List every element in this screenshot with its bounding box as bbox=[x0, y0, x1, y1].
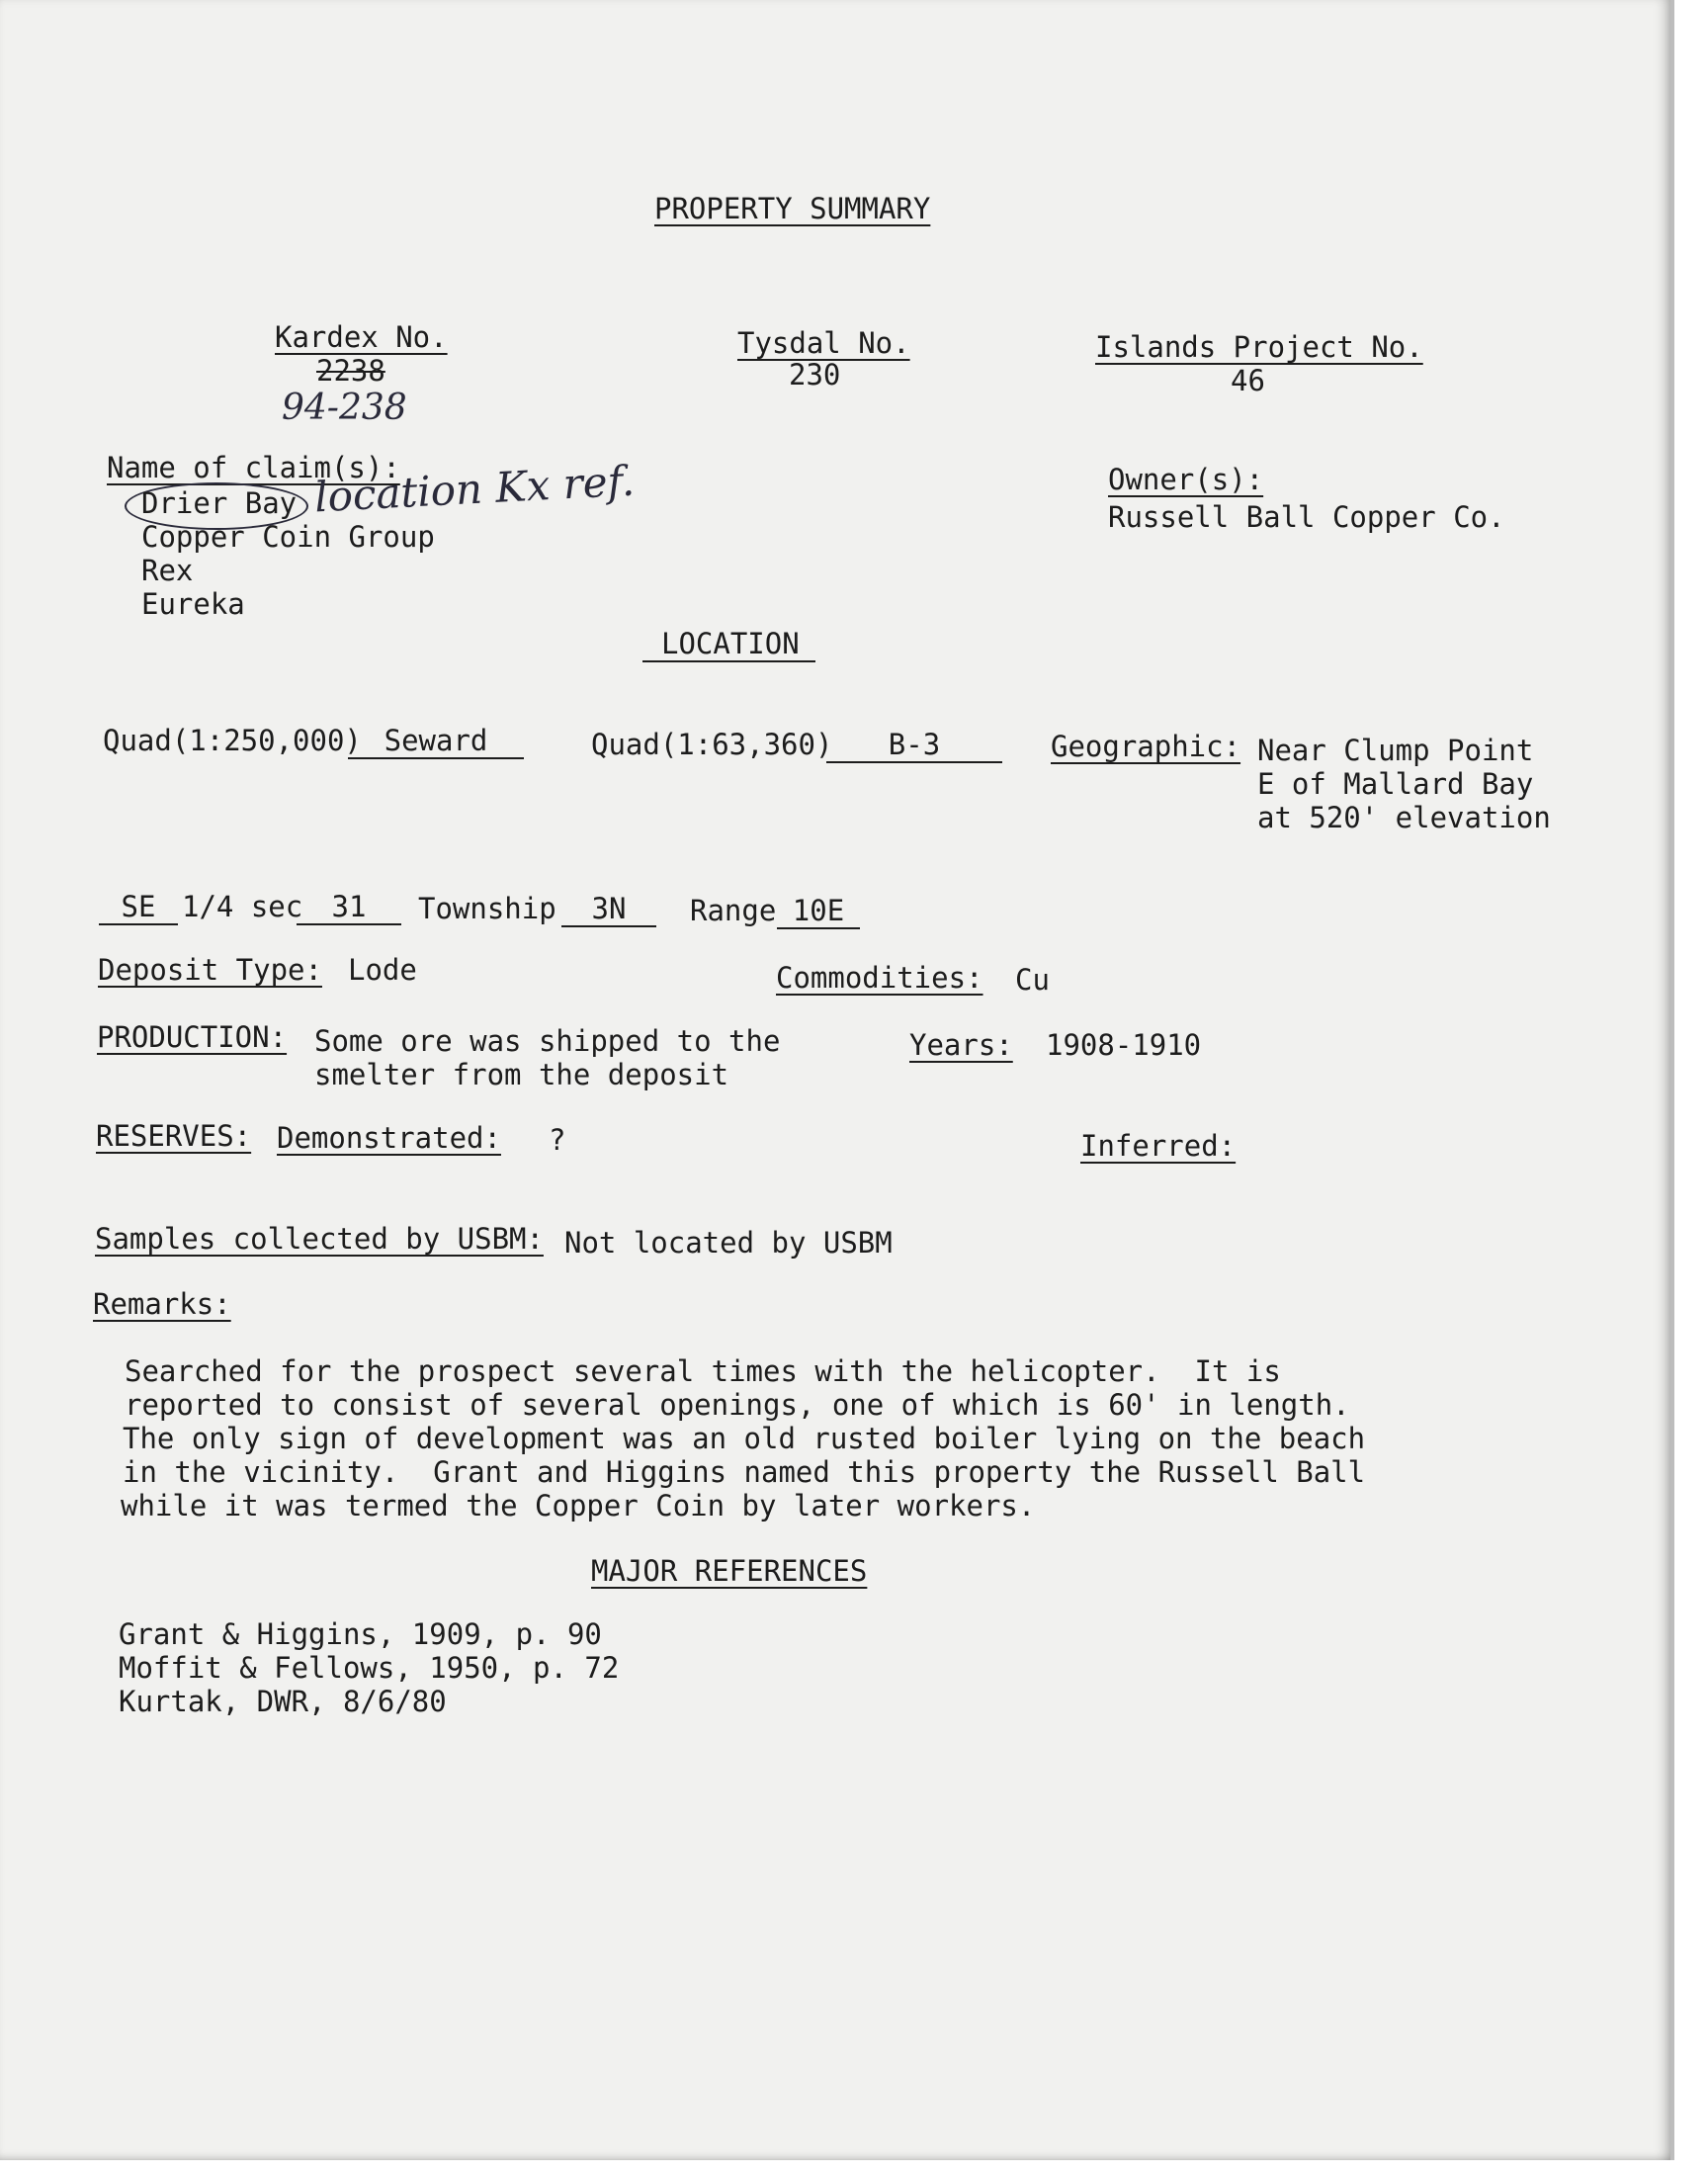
kardex-value-handwritten: 94-238 bbox=[282, 388, 407, 428]
reference-item: Moffit & Fellows, 1950, p. 72 bbox=[119, 1651, 620, 1685]
quad250-label: Quad(1:250,000) bbox=[103, 724, 362, 757]
quad63-value: B-3 bbox=[826, 728, 1002, 763]
remarks-line: in the vicinity. Grant and Higgins named this property the Russell Ball bbox=[123, 1455, 1366, 1489]
production-line: smelter from the deposit bbox=[314, 1058, 729, 1091]
production-line: Some ore was shipped to the bbox=[314, 1024, 781, 1058]
islands-project-label: Islands Project No. bbox=[1095, 330, 1423, 364]
kardex-label: Kardex No. bbox=[275, 320, 448, 354]
remarks-line: while it was termed the Copper Coin by later workers. bbox=[121, 1489, 1036, 1522]
range-value: 10E bbox=[777, 894, 860, 929]
demonstrated-value: ? bbox=[549, 1123, 566, 1157]
township-label: Township bbox=[418, 892, 556, 925]
years-value: 1908-1910 bbox=[1046, 1028, 1202, 1062]
reference-item: Kurtak, DWR, 8/6/80 bbox=[119, 1685, 447, 1718]
quad63-label: Quad(1:63,360) bbox=[591, 728, 833, 761]
tysdal-value: 230 bbox=[789, 358, 841, 392]
township-value: 3N bbox=[561, 892, 656, 927]
geographic-label: Geographic: bbox=[1051, 730, 1241, 763]
owners-label: Owner(s): bbox=[1108, 463, 1264, 496]
kardex-value-struck: 2238 bbox=[316, 354, 385, 388]
range-label: Range bbox=[690, 894, 777, 927]
samples-label: Samples collected by USBM: bbox=[95, 1222, 544, 1256]
geographic-line: Near Clump Point bbox=[1257, 734, 1534, 767]
deposit-type-label: Deposit Type: bbox=[98, 953, 322, 987]
quarter-value: SE bbox=[99, 890, 178, 925]
islands-project-value: 46 bbox=[1231, 364, 1265, 397]
remarks-line: The only sign of development was an old rusted boiler lying on the beach bbox=[123, 1422, 1366, 1455]
location-heading-rule bbox=[642, 660, 815, 662]
claims-handwritten-note: location Kx ref. bbox=[312, 456, 637, 522]
reserves-label: RESERVES: bbox=[96, 1119, 252, 1153]
years-label: Years: bbox=[909, 1028, 1013, 1062]
quad250-value: Seward bbox=[348, 724, 524, 759]
references-heading: MAJOR REFERENCES bbox=[591, 1554, 868, 1588]
owners-value: Russell Ball Copper Co. bbox=[1108, 500, 1505, 534]
samples-value: Not located by USBM bbox=[564, 1226, 893, 1260]
claim-item: Rex bbox=[141, 554, 194, 587]
claim-item: Drier Bay bbox=[141, 486, 298, 520]
commodities-value: Cu bbox=[1015, 963, 1050, 997]
tysdal-label: Tysdal No. bbox=[737, 326, 910, 360]
claims-label: Name of claim(s): bbox=[107, 451, 400, 484]
geographic-line: at 520' elevation bbox=[1257, 801, 1551, 834]
remarks-line: Searched for the prospect several times with the helicopter. It is bbox=[125, 1354, 1281, 1388]
geographic-line: E of Mallard Bay bbox=[1257, 767, 1534, 801]
claim-item: Copper Coin Group bbox=[141, 520, 435, 554]
claim-item: Eureka bbox=[141, 587, 245, 621]
commodities-label: Commodities: bbox=[776, 961, 983, 995]
location-heading: LOCATION bbox=[661, 627, 800, 660]
deposit-type-value: Lode bbox=[348, 953, 417, 987]
section-value: 31 bbox=[297, 890, 401, 925]
production-label: PRODUCTION: bbox=[97, 1020, 288, 1054]
page-title: PROPERTY SUMMARY bbox=[654, 192, 931, 225]
quarter-label: 1/4 sec bbox=[182, 890, 303, 923]
remarks-label: Remarks: bbox=[93, 1287, 231, 1321]
demonstrated-label: Demonstrated: bbox=[277, 1121, 501, 1155]
remarks-line: reported to consist of several openings, one of which is 60' in length. bbox=[125, 1388, 1350, 1422]
inferred-label: Inferred: bbox=[1080, 1129, 1237, 1163]
reference-item: Grant & Higgins, 1909, p. 90 bbox=[119, 1617, 602, 1651]
